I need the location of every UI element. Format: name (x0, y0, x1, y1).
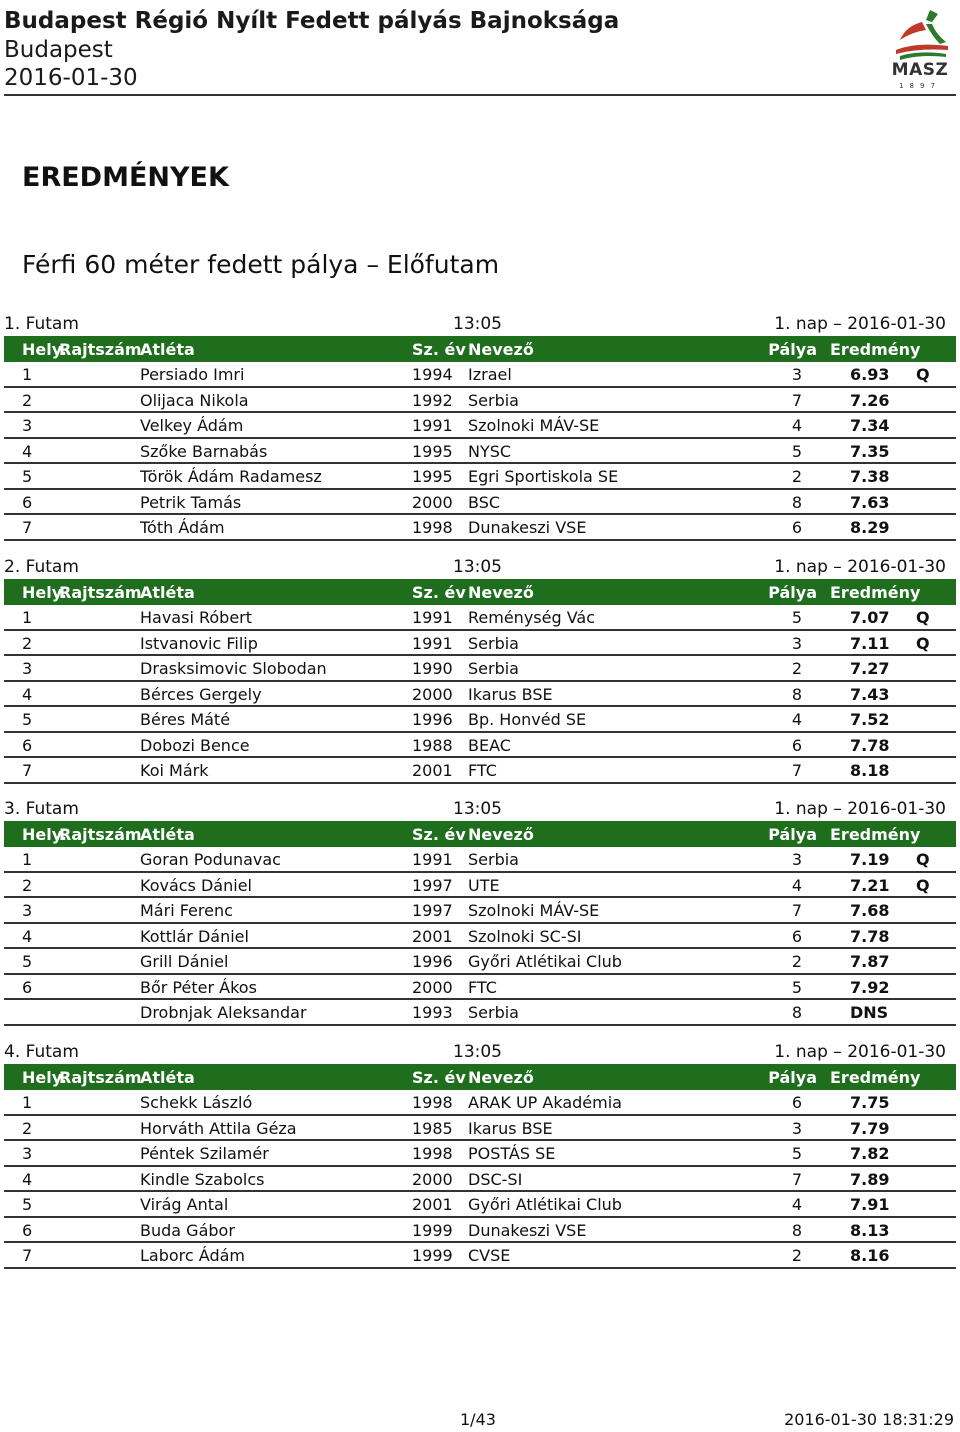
cell-result: 7.79 (850, 1118, 890, 1138)
column-header-athlete: Atléta (140, 825, 195, 844)
cell-lane: 5 (791, 441, 802, 461)
column-header-club: Nevező (468, 340, 534, 359)
cell-club: Szolnoki MÁV-SE (468, 901, 600, 920)
cell-athlete: Buda Gábor (140, 1220, 235, 1240)
cell-athlete: Drobnjak Aleksandar (140, 1003, 307, 1022)
cell-club: Serbia (468, 1003, 519, 1022)
column-header-place: Hely. (22, 825, 67, 844)
cell-q: Q (916, 875, 930, 895)
column-header-bib: Rajtszám (59, 1068, 142, 1087)
column-header-lane: Pálya (768, 583, 817, 602)
cell-lane: 3 (791, 850, 802, 869)
cell-result: 7.87 (850, 952, 890, 971)
heat-time: 13:05 (453, 557, 502, 577)
cell-athlete: Goran Podunavac (140, 850, 281, 869)
cell-place: 4 (22, 926, 33, 946)
cell-lane: 6 (791, 518, 802, 537)
cell-athlete: Koi Márk (140, 761, 209, 780)
cell-lane: 5 (791, 977, 802, 997)
table-row (4, 758, 956, 784)
table-row (4, 898, 956, 924)
cell-place: 3 (22, 416, 33, 435)
heat-info (4, 555, 956, 579)
logo-year: 1897 (899, 82, 941, 90)
cell-lane: 2 (791, 467, 802, 486)
cell-lane: 7 (791, 901, 802, 920)
cell-club: Szolnoki SC-SI (468, 926, 582, 946)
cell-club: Győri Atlétikai Club (468, 952, 622, 971)
cell-result: 7.63 (850, 492, 890, 512)
table-row (4, 1090, 956, 1116)
cell-club: Győri Atlétikai Club (468, 1195, 622, 1214)
cell-year: 2000 (412, 684, 453, 704)
cell-result: 7.21 (850, 875, 890, 895)
cell-lane: 4 (791, 1195, 802, 1214)
cell-athlete: Szőke Barnabás (140, 441, 268, 461)
cell-place: 7 (22, 518, 33, 537)
cell-club: Serbia (468, 633, 519, 653)
cell-athlete: Mári Ferenc (140, 901, 233, 920)
cell-place: 5 (22, 467, 33, 486)
column-header-result: Eredmény (830, 340, 921, 359)
cell-place: 3 (22, 1144, 33, 1163)
cell-athlete: Schekk László (140, 1093, 253, 1112)
cell-year: 2001 (412, 761, 453, 780)
column-header-club: Nevező (468, 825, 534, 844)
cell-club: Izrael (468, 365, 512, 384)
cell-lane: 7 (791, 390, 802, 410)
cell-athlete: Kottlár Dániel (140, 926, 249, 946)
cell-athlete: Velkey Ádám (140, 416, 244, 435)
table-row (4, 873, 956, 899)
cell-result: 7.92 (850, 977, 890, 997)
cell-place: 6 (22, 1220, 33, 1240)
cell-year: 1990 (412, 659, 453, 678)
cell-year: 1993 (412, 1003, 453, 1022)
cell-club: Szolnoki MÁV-SE (468, 416, 600, 435)
heat-info (4, 1040, 956, 1064)
cell-result: 7.78 (850, 735, 890, 755)
cell-club: Serbia (468, 390, 519, 410)
column-header-place: Hely. (22, 583, 67, 602)
heat-section (4, 555, 956, 784)
cell-result: 7.89 (850, 1169, 890, 1189)
heat-date: 1. nap – 2016-01-30 (774, 1042, 946, 1062)
cell-year: 2001 (412, 1195, 453, 1214)
cell-lane: 3 (791, 633, 802, 653)
cell-athlete: Havasi Róbert (140, 608, 253, 627)
print-timestamp: 2016-01-30 18:31:29 (784, 1410, 954, 1429)
cell-lane: 8 (791, 492, 802, 512)
cell-lane: 4 (791, 710, 802, 729)
cell-year: 1991 (412, 608, 453, 627)
cell-club: Ikarus BSE (468, 684, 553, 704)
cell-club: BEAC (468, 735, 511, 755)
column-header-lane: Pálya (768, 825, 817, 844)
cell-lane: 2 (791, 659, 802, 678)
table-row (4, 1167, 956, 1193)
cell-year: 2000 (412, 492, 453, 512)
table-row (4, 1000, 956, 1026)
cell-lane: 3 (791, 1118, 802, 1138)
cell-year: 1998 (412, 1093, 453, 1112)
cell-q: Q (916, 365, 930, 384)
cell-lane: 8 (791, 684, 802, 704)
cell-result: 7.82 (850, 1144, 890, 1163)
cell-q: Q (916, 633, 930, 653)
section-title: EREDMÉNYEK (22, 162, 229, 193)
logo-wordmark: MASZ (891, 60, 949, 80)
cell-result: 7.78 (850, 926, 890, 946)
cell-result: 7.68 (850, 901, 890, 920)
cell-result: 7.27 (850, 659, 890, 678)
cell-result: 7.35 (850, 441, 890, 461)
cell-place: 2 (22, 390, 33, 410)
table-header (4, 579, 956, 605)
cell-club: BSC (468, 492, 501, 512)
cell-year: 1991 (412, 850, 453, 869)
column-header-place: Hely. (22, 340, 67, 359)
cell-result: 7.38 (850, 467, 890, 486)
heat-time: 13:05 (453, 799, 502, 819)
heat-date: 1. nap – 2016-01-30 (774, 557, 946, 577)
heat-date: 1. nap – 2016-01-30 (774, 799, 946, 819)
cell-year: 1999 (412, 1246, 453, 1265)
cell-club: Dunakeszi VSE (468, 1220, 587, 1240)
cell-club: Dunakeszi VSE (468, 518, 587, 537)
cell-club: NYSC (468, 441, 512, 461)
cell-place: 2 (22, 1118, 33, 1138)
cell-lane: 6 (791, 1093, 802, 1112)
table-row (4, 1141, 956, 1167)
cell-place: 4 (22, 684, 33, 704)
cell-year: 1991 (412, 633, 453, 653)
cell-year: 1999 (412, 1220, 453, 1240)
masz-logo (886, 6, 954, 94)
cell-lane: 8 (791, 1220, 802, 1240)
cell-athlete: Petrik Tamás (140, 492, 242, 512)
cell-result: 8.13 (850, 1220, 890, 1240)
cell-year: 1992 (412, 390, 453, 410)
cell-year: 2000 (412, 1169, 453, 1189)
cell-athlete: Péntek Szilamér (140, 1144, 269, 1163)
cell-result: 7.11 (850, 633, 890, 653)
cell-athlete: Bérces Gergely (140, 684, 262, 704)
cell-lane: 2 (791, 1246, 802, 1265)
table-row (4, 924, 956, 950)
heat-name: 4. Futam (4, 1042, 79, 1062)
cell-year: 2001 (412, 926, 453, 946)
column-header-athlete: Atléta (140, 340, 195, 359)
cell-place: 1 (22, 365, 33, 384)
cell-result: 8.29 (850, 518, 890, 537)
cell-athlete: Grill Dániel (140, 952, 229, 971)
cell-place: 1 (22, 1093, 33, 1112)
column-header-result: Eredmény (830, 1068, 921, 1087)
cell-result: 7.26 (850, 390, 890, 410)
cell-place: 5 (22, 952, 33, 971)
table-row (4, 949, 956, 975)
cell-athlete: Laborc Ádám (140, 1246, 245, 1265)
table-header (4, 1064, 956, 1090)
table-row (4, 515, 956, 541)
cell-place: 2 (22, 633, 33, 653)
event-title: Férfi 60 méter fedett pálya – Előfutam (22, 250, 500, 279)
table-header (4, 821, 956, 847)
table-row (4, 388, 956, 414)
cell-result: 7.43 (850, 684, 890, 704)
competition-title: Budapest Régió Nyílt Fedett pályás Bajnoksága (4, 8, 620, 34)
cell-place: 1 (22, 608, 33, 627)
cell-result: 8.18 (850, 761, 890, 780)
cell-q: Q (916, 850, 930, 869)
cell-lane: 7 (791, 761, 802, 780)
cell-athlete: Drasksimovic Slobodan (140, 659, 327, 678)
heat-section (4, 797, 956, 1026)
cell-place: 4 (22, 441, 33, 461)
cell-athlete: Persiado Imri (140, 365, 245, 384)
cell-year: 1988 (412, 735, 453, 755)
cell-club: Serbia (468, 850, 519, 869)
cell-club: UTE (468, 875, 500, 895)
table-row (4, 975, 956, 1001)
cell-lane: 7 (791, 1169, 802, 1189)
page-number: 1/43 (460, 1410, 496, 1429)
table-row (4, 605, 956, 631)
cell-year: 2000 (412, 977, 453, 997)
cell-result: 7.34 (850, 416, 890, 435)
column-header-year: Sz. év (412, 583, 466, 602)
cell-year: 1991 (412, 416, 453, 435)
cell-lane: 5 (791, 608, 802, 627)
column-header-club: Nevező (468, 583, 534, 602)
cell-result: 7.19 (850, 850, 890, 869)
cell-place: 6 (22, 977, 33, 997)
cell-lane: 4 (791, 416, 802, 435)
cell-place: 3 (22, 901, 33, 920)
cell-athlete: Kovács Dániel (140, 875, 252, 895)
table-row (4, 656, 956, 682)
column-header-athlete: Atléta (140, 1068, 195, 1087)
cell-q: Q (916, 608, 930, 627)
heat-name: 3. Futam (4, 799, 79, 819)
cell-place: 5 (22, 1195, 33, 1214)
cell-year: 1994 (412, 365, 453, 384)
cell-athlete: Horváth Attila Géza (140, 1118, 297, 1138)
column-header-bib: Rajtszám (59, 583, 142, 602)
cell-place: 4 (22, 1169, 33, 1189)
column-header-bib: Rajtszám (59, 340, 142, 359)
cell-club: Bp. Honvéd SE (468, 710, 587, 729)
cell-club: DSC-SI (468, 1169, 523, 1189)
column-header-year: Sz. év (412, 340, 466, 359)
heat-info (4, 312, 956, 336)
cell-result: 7.91 (850, 1195, 890, 1214)
table-row (4, 413, 956, 439)
cell-result: 8.16 (850, 1246, 890, 1265)
cell-club: Serbia (468, 659, 519, 678)
table-row (4, 733, 956, 759)
cell-athlete: Istvanovic Filip (140, 633, 258, 653)
table-header (4, 336, 956, 362)
cell-club: FTC (468, 977, 497, 997)
cell-result: DNS (850, 1003, 889, 1022)
cell-lane: 8 (791, 1003, 802, 1022)
cell-club: ARAK UP Akadémia (468, 1093, 622, 1112)
cell-year: 1997 (412, 901, 453, 920)
heat-info (4, 797, 956, 821)
table-row (4, 631, 956, 657)
column-header-bib: Rajtszám (59, 825, 142, 844)
column-header-result: Eredmény (830, 825, 921, 844)
column-header-athlete: Atléta (140, 583, 195, 602)
competition-city: Budapest (4, 37, 113, 63)
cell-lane: 6 (791, 735, 802, 755)
cell-place: 3 (22, 659, 33, 678)
cell-lane: 5 (791, 1144, 802, 1163)
table-row (4, 707, 956, 733)
heat-date: 1. nap – 2016-01-30 (774, 314, 946, 334)
column-header-lane: Pálya (768, 1068, 817, 1087)
athlete-emblem-icon (886, 6, 954, 62)
cell-result: 7.07 (850, 608, 890, 627)
document-header (4, 4, 956, 96)
column-header-place: Hely. (22, 1068, 67, 1087)
cell-athlete: Bőr Péter Ákos (140, 977, 257, 997)
table-row (4, 1192, 956, 1218)
column-header-lane: Pálya (768, 340, 817, 359)
cell-place: 5 (22, 710, 33, 729)
cell-year: 1996 (412, 952, 453, 971)
table-row (4, 682, 956, 708)
cell-year: 1997 (412, 875, 453, 895)
heat-name: 1. Futam (4, 314, 79, 334)
column-header-year: Sz. év (412, 825, 466, 844)
column-header-year: Sz. év (412, 1068, 466, 1087)
table-row (4, 1218, 956, 1244)
table-row (4, 464, 956, 490)
table-row (4, 439, 956, 465)
table-row (4, 1243, 956, 1269)
table-row (4, 362, 956, 388)
cell-year: 1998 (412, 1144, 453, 1163)
cell-club: CVSE (468, 1246, 511, 1265)
cell-place: 1 (22, 850, 33, 869)
cell-place: 6 (22, 492, 33, 512)
table-row (4, 847, 956, 873)
heat-name: 2. Futam (4, 557, 79, 577)
heat-time: 13:05 (453, 314, 502, 334)
column-header-result: Eredmény (830, 583, 921, 602)
table-row (4, 1116, 956, 1142)
cell-athlete: Török Ádám Radamesz (140, 467, 322, 486)
cell-place: 7 (22, 1246, 33, 1265)
cell-athlete: Kindle Szabolcs (140, 1169, 265, 1189)
cell-lane: 2 (791, 952, 802, 971)
cell-result: 6.93 (850, 365, 890, 384)
column-header-club: Nevező (468, 1068, 534, 1087)
heat-time: 13:05 (453, 1042, 502, 1062)
cell-lane: 6 (791, 926, 802, 946)
cell-athlete: Dobozi Bence (140, 735, 250, 755)
heat-section (4, 312, 956, 541)
cell-athlete: Béres Máté (140, 710, 231, 729)
competition-date: 2016-01-30 (4, 65, 138, 91)
cell-athlete: Virág Antal (140, 1195, 229, 1214)
cell-year: 1998 (412, 518, 453, 537)
cell-result: 7.75 (850, 1093, 890, 1112)
cell-result: 7.52 (850, 710, 890, 729)
cell-athlete: Olijaca Nikola (140, 390, 249, 410)
heat-section (4, 1040, 956, 1269)
cell-club: Ikarus BSE (468, 1118, 553, 1138)
cell-club: POSTÁS SE (468, 1144, 556, 1163)
cell-lane: 3 (791, 365, 802, 384)
table-row (4, 490, 956, 516)
cell-athlete: Tóth Ádám (140, 518, 225, 537)
cell-club: Reménység Vác (468, 608, 596, 627)
cell-place: 6 (22, 735, 33, 755)
cell-year: 1995 (412, 467, 453, 486)
cell-year: 1985 (412, 1118, 453, 1138)
cell-place: 7 (22, 761, 33, 780)
cell-club: Egri Sportiskola SE (468, 467, 619, 486)
cell-club: FTC (468, 761, 497, 780)
cell-place: 2 (22, 875, 33, 895)
cell-year: 1995 (412, 441, 453, 461)
cell-lane: 4 (791, 875, 802, 895)
cell-year: 1996 (412, 710, 453, 729)
